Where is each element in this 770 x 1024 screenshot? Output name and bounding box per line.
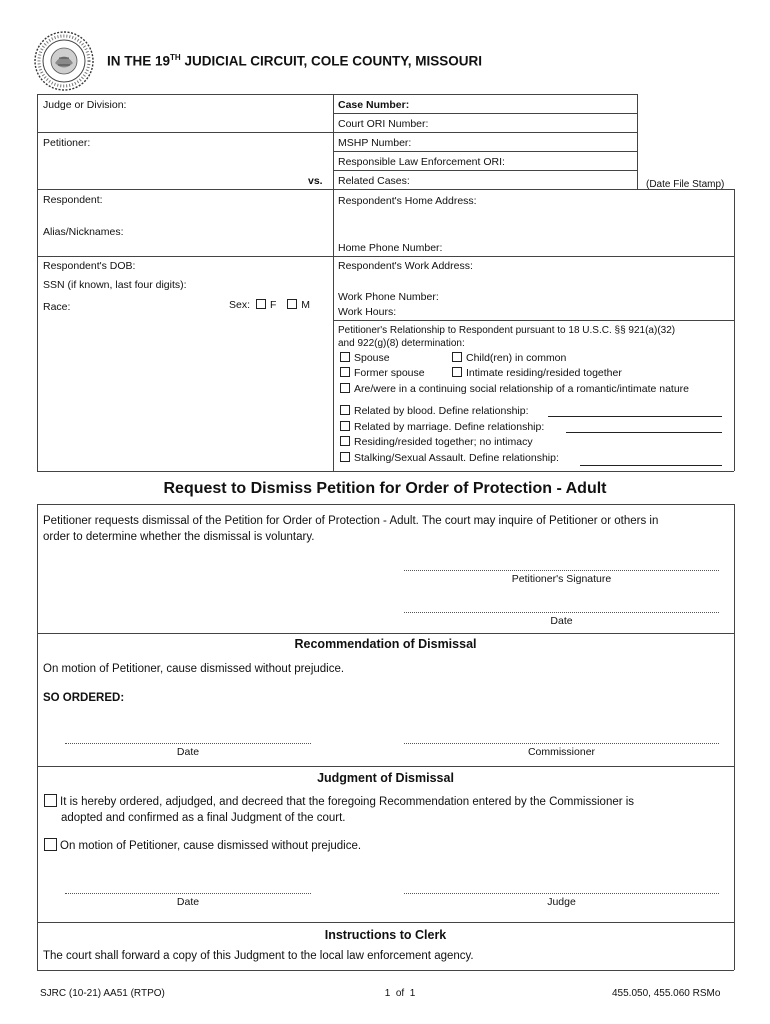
ssn-label: SSN (if known, last four digits): <box>43 279 187 291</box>
sex-m-checkbox[interactable] <box>287 299 297 309</box>
sex-label: Sex: <box>229 299 251 311</box>
instructions-heading: Instructions to Clerk <box>324 928 447 942</box>
residing-checkbox[interactable] <box>340 436 350 446</box>
sex-f-checkbox[interactable] <box>256 299 266 309</box>
sex-f-label: F <box>269 299 277 311</box>
intimate-residing-checkbox[interactable] <box>452 367 462 377</box>
date-file-stamp-label: (Date File Stamp) <box>646 179 725 190</box>
intimate-residing-label: Intimate residing/resided together <box>466 367 622 379</box>
case-number-label: Case Number: <box>338 99 410 111</box>
recommendation-date-line[interactable] <box>65 743 311 744</box>
race-label: Race: <box>43 301 71 313</box>
form-title: Request to Dismiss Petition for Order of Protection - Adult <box>163 480 607 497</box>
court-title: IN THE 19TH JUDICIAL CIRCUIT, COLE COUNTY, MISSOURI <box>107 53 482 69</box>
recommendation-text: On motion of Petitioner, cause dismissed without prejudice. <box>43 663 345 675</box>
home-address-label: Respondent's Home Address: <box>338 195 477 207</box>
blood-checkbox[interactable] <box>340 405 350 415</box>
request-date-line[interactable] <box>404 612 719 613</box>
request-text-line1: Petitioner requests dismissal of the Petition for Order of Protection - Adult. The court may inquire of Petitioner or others in <box>43 515 659 527</box>
court-seal <box>33 30 95 92</box>
related-cases-label: Related Cases: <box>338 175 410 187</box>
relationship-intro-line2: and 922(g)(8) determination: <box>338 338 465 349</box>
request-date-label: Date <box>550 615 573 627</box>
work-hours-label: Work Hours: <box>338 306 397 318</box>
footer-statute: 455.050, 455.060 RSMo <box>612 988 721 999</box>
work-phone-label: Work Phone Number: <box>338 291 439 303</box>
so-ordered-label: SO ORDERED: <box>43 692 125 704</box>
option-stalking <box>340 452 559 465</box>
recommendation-heading: Recommendation of Dismissal <box>294 637 477 651</box>
recommendation-date-label: Date <box>176 746 200 758</box>
judgment-confirm-checkbox[interactable] <box>44 794 57 807</box>
work-address-label: Respondent's Work Address: <box>338 260 473 272</box>
court-ori-label: Court ORI Number: <box>338 118 429 130</box>
marriage-label: Related by marriage. Define relationship: <box>354 421 545 433</box>
option-children <box>452 352 566 365</box>
petitioner-label: Petitioner: <box>43 137 91 149</box>
footer-page-number: 1 of 1 <box>384 988 416 999</box>
blood-label: Related by blood. Define relationship: <box>354 405 529 417</box>
respondent-label: Respondent: <box>43 194 103 206</box>
commissioner-label: Commissioner <box>527 746 596 758</box>
stalking-checkbox[interactable] <box>340 452 350 462</box>
spouse-checkbox[interactable] <box>340 352 350 362</box>
marriage-checkbox[interactable] <box>340 421 350 431</box>
option-residing <box>340 436 533 449</box>
commissioner-signature-line[interactable] <box>404 743 719 744</box>
judgment-option-1-text: It is hereby ordered, adjudged, and decreed that the foregoing Recommendation entered by the Commissioner is <box>60 796 635 808</box>
judgment-option-1-cont: adopted and confirmed as a final Judgment of the court. <box>61 812 346 824</box>
marriage-define-field[interactable] <box>566 432 722 433</box>
alias-label: Alias/Nicknames: <box>43 226 124 238</box>
mshp-number-label: MSHP Number: <box>338 137 412 149</box>
continuing-checkbox[interactable] <box>340 383 350 393</box>
continuing-label: Are/were in a continuing social relationship of a romantic/intimate nature <box>354 383 690 395</box>
judgment-date-label: Date <box>176 896 200 908</box>
option-intimate-residing <box>452 367 622 380</box>
vs-label: vs. <box>308 175 323 187</box>
option-continuing <box>340 383 689 396</box>
relationship-intro-line1: Petitioner's Relationship to Respondent pursuant to 18 U.S.C. §§ 921(a)(32) <box>338 325 676 336</box>
judgment-option-2-text: On motion of Petitioner, cause dismissed without prejudice. <box>60 840 362 852</box>
petitioner-signature-label: Petitioner's Signature <box>511 573 612 585</box>
stalking-define-field[interactable] <box>580 465 722 466</box>
sex-field <box>229 299 310 312</box>
judgment-dismiss-checkbox[interactable] <box>44 838 57 851</box>
home-phone-label: Home Phone Number: <box>338 242 443 254</box>
judgment-heading: Judgment of Dismissal <box>317 771 454 785</box>
judge-division-label: Judge or Division: <box>43 99 127 111</box>
option-former-spouse <box>340 367 425 380</box>
children-checkbox[interactable] <box>452 352 462 362</box>
blood-define-field[interactable] <box>548 416 722 417</box>
resp-le-ori-label: Responsible Law Enforcement ORI: <box>338 156 505 168</box>
option-spouse <box>340 352 390 365</box>
judgment-option-1 <box>44 794 634 810</box>
former-spouse-checkbox[interactable] <box>340 367 350 377</box>
option-blood <box>340 405 529 418</box>
footer-form-id: SJRC (10-21) AA51 (RTPO) <box>40 988 165 999</box>
option-marriage <box>340 421 544 434</box>
petitioner-signature-line[interactable] <box>404 570 719 571</box>
judge-signature-line[interactable] <box>404 893 719 894</box>
judgment-option-2 <box>44 838 361 854</box>
judgment-date-line[interactable] <box>65 893 311 894</box>
judge-label: Judge <box>547 896 576 908</box>
instructions-text: The court shall forward a copy of this Judgment to the local law enforcement agency. <box>43 950 474 962</box>
stalking-label: Stalking/Sexual Assault. Define relationship: <box>354 452 559 464</box>
sex-m-label: M <box>301 299 311 311</box>
request-text-line2: order to determine whether the dismissal is voluntary. <box>43 531 315 543</box>
residing-label: Residing/resided together; no intimacy <box>354 436 533 448</box>
spouse-label: Spouse <box>354 352 390 364</box>
respondent-dob-label: Respondent's DOB: <box>43 260 136 272</box>
children-label: Child(ren) in common <box>466 352 567 364</box>
former-spouse-label: Former spouse <box>354 367 425 379</box>
